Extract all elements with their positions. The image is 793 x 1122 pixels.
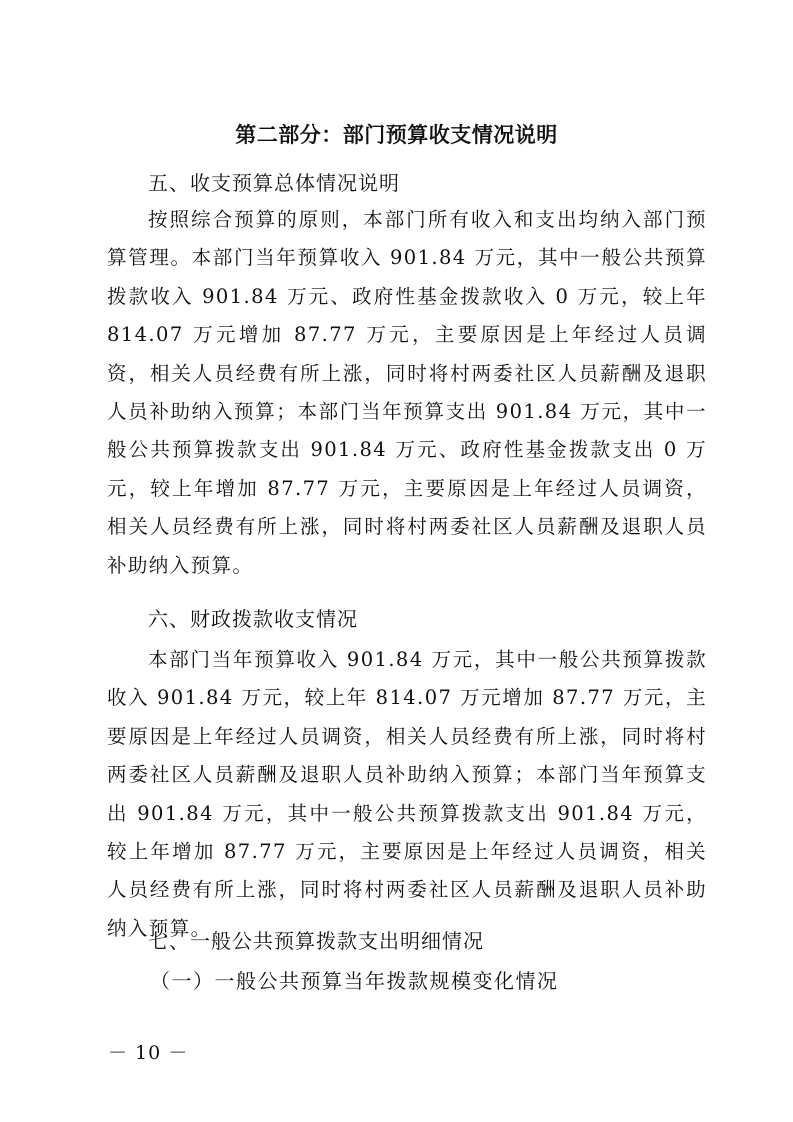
section-paragraph-6: 本部门当年预算收入 901.84 万元，其中一般公共预算拨款收入 901.84 万元，较上年 814.07 万元增加 87.77 万元，主要原因是上年经过人员调资，相关人员经费有所上涨，同时将村两委社区人员薪酬及退职人员补助纳入预算；本部门当年预算支出 901.84 万元，其中一般公共预算拨款支出 901.84 万元，较上年增加 87.77 万元，主要原因是上年经过人员调资，相关人员经费有所上涨，同时将村两委社区人员薪酬及退职人员补助纳入预算。: [107, 648, 707, 940]
section-heading-6: 六、财政拨款收支情况: [148, 607, 358, 631]
section-subheading-7-1: （一）一般公共预算当年拨款规模变化情况: [150, 969, 559, 993]
section-paragraph-5: 按照综合预算的原则，本部门所有收入和支出均纳入部门预算管理。本部门当年预算收入 901.84 万元，其中一般公共预算拨款收入 901.84 万元、政府性基金拨款收入 0 万元，较上年 814.07 万元增加 87.77 万元，主要原因是上年经过人员调资，相关人员经费有所上涨，同时将村两委社区人员薪酬及退职人员补助纳入预算；本部门当年预算支出 901.84 万元，其中一般公共预算拨款支出 901.84 万元、政府性基金拨款支出 0 万元，较上年增加 87.77 万元，主要原因是上年经过人员调资，相关人员经费有所上涨，同时将村两委社区人员薪酬及退职人员补助纳入预算。: [107, 208, 707, 577]
page-number: － 10 －: [108, 1042, 189, 1064]
page-title: 第二部分：部门预算收支情况说明: [235, 122, 558, 147]
section-heading-5: 五、收支预算总体情况说明: [148, 171, 400, 195]
section-heading-7: 七、一般公共预算拨款支出明细情况: [148, 929, 484, 953]
